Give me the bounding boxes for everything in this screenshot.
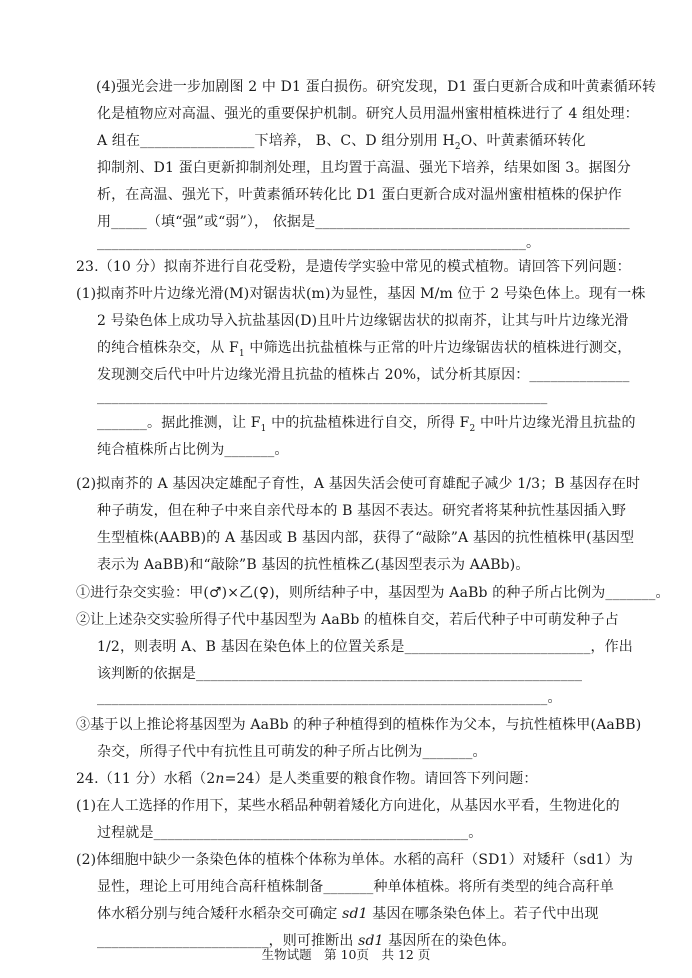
text-line: _______________________________________________________________。 [97, 690, 562, 706]
text-line: _______________________________________________________________ [97, 389, 548, 405]
text-line: 用_____（填“强”或“弱”）， 依据是____________________________________________ [97, 214, 630, 230]
text-line: 发现测交后代中叶片边缘光滑且抗盐的植株占 20%，试分析其原因：______________ [97, 367, 630, 383]
text-line: 过程就是____________________________________________。 [97, 825, 483, 841]
text-line: ____________________________________________________________。 [97, 235, 541, 251]
text-line: (1)在人工选择的作用下，某些水稻品种朝着矮化方向进化，从基因水平看，生物进化的 [76, 798, 620, 814]
text-line: (2)体细胞中缺少一条染色体的植株个体称为单体。水稻的高秆（SD1）对矮秆（sd1）为 [76, 852, 634, 868]
page-footer: 生物试题 第 10页 共 12 页 [261, 947, 431, 962]
text-line: 的纯合植株杂交，从 $F_1$ 中筛选出抗盐植株与正常的叶片边缘锯齿状的植株进行测交， [97, 340, 632, 359]
question-24-heading: 24.（11 分）水稻（2n=24）是人类重要的粮食作物。请回答下列问题： [76, 771, 538, 787]
text-line: 化是植物应对高温、强光的重要保护机制。研究人员用温州蜜柑植株进行了 4 组处理： [97, 106, 639, 122]
text-line: 生型植株(AABB)的 A 基因或 B 基因内部，获得了“敲除”A 基因的抗性植株甲(基因型 [97, 530, 635, 546]
text-line: 析，在高温、强光下，叶黄素循环转化比 D1 蛋白更新合成对温州蜜柑植株的保护作 [97, 187, 622, 203]
text-line: _______。据此推测，让 $F_1$ 中的抗盐植株进行自交，所得 $F_2$ 中叶片边缘光滑且抗盐的 [97, 415, 636, 434]
question-23-heading: 23.（10 分）拟南芥进行自花受粉，是遗传学实验中常见的模式植物。请回答下列问题： [76, 259, 631, 275]
text-line: (1)拟南芥叶片边缘光滑(M)对锯齿状(m)为显性，基因 M/m 位于 2 号染色体上。现有一株 [76, 286, 646, 302]
text-line: ③基于以上推论将基因型为 AaBb 的种子种植得到的植株作为父本，与抗性植株甲(AaBB) [76, 717, 642, 733]
text-line: (2)拟南芥的 A 基因决定雄配子育性，A 基因失活会使可育雄配子减少 1/3；B 基因存在时 [76, 476, 641, 492]
text-line: A 组在________________下培养， B、C、D 组分别用 $H_2O$、叶黄素循环转化 [97, 133, 586, 152]
text-line: 抑制剂、D1 蛋白更新抑制剂处理，且均置于高温、强光下培养，结果如图 3。据图分 [97, 160, 631, 176]
text-line: 种子萌发，但在种子中来自亲代母本的 B 基因不表达。研究者将某种抗性基因插入野 [97, 503, 627, 519]
text-line: 该判断的依据是______________________________________________________ [97, 666, 583, 682]
text-line: 杂交，所得子代中有抗性且可萌发的种子所占比例为_______。 [97, 744, 487, 760]
text-line: ①进行杂交实验：甲(♂)×乙(♀)，则所结种子中，基因型为 AaBb 的种子所占比例为_______。 [76, 585, 670, 601]
text-line: ________________________，则可推断出 sd1 基因所在的染色体。 [97, 933, 516, 949]
text-line: ②让上述杂交实验所得子代中基因型为 AaBb 的植株自交，若后代种子中可萌发种子占 [76, 612, 619, 628]
text-line: 1/2，则表明 A、B 基因在染色体上的位置关系是__________________________，作出 [97, 639, 633, 655]
text-line: 体水稻分别与纯合矮秆水稻杂交可确定 sd1 基因在哪条染色体上。若子代中出现 [97, 906, 599, 922]
text-line: 表示为 AaBB)和“敲除”B 基因的抗性植株乙(基因型表示为 AABb)。 [97, 557, 530, 573]
text-line: 纯合植株所占比例为_______。 [97, 442, 289, 458]
text-line: (4)强光会进一步加剧图 2 中 D1 蛋白损伤。研究发现，D1 蛋白更新合成和叶黄素循环转 [96, 79, 657, 95]
text-line: 显性，理论上可用纯合高秆植株制备_______种单体植株。将所有类型的纯合高秆单 [97, 879, 614, 895]
text-line: 2 号染色体上成功导入抗盐基因(D)且叶片边缘锯齿状的拟南芥，让其与叶片边缘光滑 [97, 313, 629, 329]
